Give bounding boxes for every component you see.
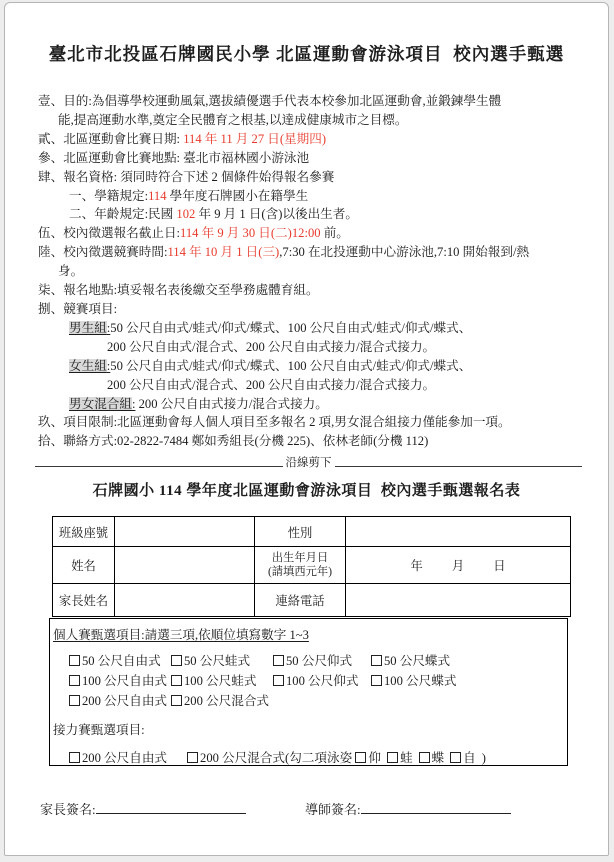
document-title: 臺北市北投區石牌國民小學 北區運動會游泳項目 校內選手甄選 <box>48 44 565 64</box>
checkbox-icon[interactable] <box>419 752 430 763</box>
parent-signature-line[interactable] <box>96 801 246 814</box>
checkbox-item-stroke-back[interactable]: 仰 <box>355 751 381 765</box>
table-row-name-dob <box>53 547 571 584</box>
notice-item-eligibility: 肆、報名資格: 須同時符合下述 2 個條件始得報名參賽 <box>38 169 335 184</box>
registration-form-title: 石牌國小 114 學年度北區運動會游泳項目 校內選手甄選報名表 <box>92 483 521 499</box>
checkbox-icon[interactable] <box>69 655 80 666</box>
notice-item-tryout-time: 陸、校內徵選競賽時間:114 年 10 月 1 日(三),7:30 在北投運動中心游泳池,7:10 開始報到/熱 <box>38 245 530 260</box>
teacher-signature-label: 導師簽名: <box>305 802 361 817</box>
dob-input-cell[interactable]: 年 月 日 <box>346 547 571 584</box>
notice-item-contact: 拾、聯絡方式:02-2822-7484 鄭如秀組長(分機 225)、依林老師(分機 112) <box>38 434 429 449</box>
cut-along-line <box>35 454 582 470</box>
individual-events-heading: 個人賽甄選項目:請選三項,依順位填寫數字 1~3 <box>53 628 309 642</box>
checkbox-icon[interactable] <box>69 675 80 686</box>
checkbox-item-100-back[interactable]: 100 公尺仰式 <box>273 670 371 689</box>
checkbox-item-50-free[interactable]: 50 公尺自由式 <box>69 650 171 669</box>
notice-mixed-group-line: 男女混合組: 200 公尺自由式接力/混合式接力。 <box>69 396 328 411</box>
relay-events-heading: 接力賽甄選項目: <box>53 723 145 737</box>
checkbox-icon[interactable] <box>171 695 182 706</box>
notice-item-deadline: 伍、校內徵選報名截止日:114 年 9 月 30 日(二)12:00 前。 <box>38 226 349 241</box>
parent-signature-label: 家長簽名: <box>40 802 96 817</box>
checkbox-item-stroke-breast[interactable]: 蛙 <box>387 751 413 765</box>
name-label: 姓名 <box>53 547 115 584</box>
checkbox-item-100-fly[interactable]: 100 公尺蝶式 <box>371 670 456 689</box>
notice-item-location: 參、北區運動會比賽地點: 臺北市福林國小游泳池 <box>38 150 310 165</box>
notice-item-enrollment-rule: 一、學籍規定:114 學年度石牌國小在籍學生 <box>69 188 309 203</box>
notice-item-age-rule: 二、年齡規定:民國 102 年 9 月 1 日(含)以後出生者。 <box>69 207 358 222</box>
notice-section <box>5 92 602 451</box>
cut-dash-left <box>35 466 283 467</box>
checkbox-item-200-medley[interactable]: 200 公尺混合式 <box>171 690 269 709</box>
dob-label: 出生年月日 <box>271 552 329 564</box>
checkbox-icon[interactable] <box>171 675 182 686</box>
parent-name-label: 家長姓名 <box>53 584 115 617</box>
deadline-red: 114 年 9 月 30 日(二)12:00 <box>180 226 321 241</box>
teacher-signature-line[interactable] <box>361 801 511 814</box>
checkbox-icon[interactable] <box>371 675 382 686</box>
notice-item-tryout-time-cont: 身。 <box>58 264 84 279</box>
checkbox-icon[interactable] <box>355 752 366 763</box>
notice-boys-group-cont: 200 公尺自由式/混合式、200 公尺自由式接力/混合式接力。 <box>107 339 436 354</box>
dob-note: (請填西元年) <box>267 566 332 578</box>
competition-date-red: 114 年 11 月 27 日(星期四) <box>183 131 327 146</box>
individual-row-100m <box>69 670 567 690</box>
parent-name-input-cell[interactable] <box>115 584 255 617</box>
dob-label-cell <box>255 547 346 584</box>
checkbox-icon[interactable] <box>273 655 284 666</box>
notice-item-limits: 玖、項目限制:北區運動會每人個人項目至多報名 2 項,男女混合組接力僅能參加一項。 <box>38 415 511 430</box>
tryout-date-red: 114 年 10 月 1 日(三) <box>167 245 280 260</box>
checkbox-icon[interactable] <box>69 752 80 763</box>
notice-boys-group-line: 男生組:50 公尺自由式/蛙式/仰式/蝶式、100 公尺自由式/蛙式/仰式/蝶式、 <box>69 320 472 335</box>
phone-label: 連絡電話 <box>255 584 346 617</box>
gender-label: 性別 <box>255 517 346 547</box>
individual-row-200m <box>69 690 567 710</box>
checkbox-item-stroke-free[interactable]: 自 <box>450 751 476 765</box>
checkbox-item-100-free[interactable]: 100 公尺自由式 <box>69 670 171 689</box>
notice-item-purpose-cont: 能,提高運動水準,奠定全民體育之根基,以達成健康城市之目標。 <box>58 112 408 127</box>
checkbox-icon[interactable] <box>450 752 461 763</box>
checkbox-item-50-back[interactable]: 50 公尺仰式 <box>273 650 371 669</box>
class-seat-label: 班級座號 <box>53 517 115 547</box>
document-page <box>4 2 609 856</box>
notice-item-submit-place: 柒、報名地點:填妥報名表後繳交至學務處體育組。 <box>38 283 319 298</box>
checkbox-item-relay-medley[interactable]: 200 公尺混合式(勾二項泳姿 仰 蛙 蝶 自 ) <box>187 751 486 765</box>
table-row-parent-phone <box>53 584 571 617</box>
checkbox-item-relay-free[interactable]: 200 公尺自由式 <box>69 751 167 765</box>
phone-input-cell[interactable] <box>346 584 571 617</box>
checkbox-item-100-breast[interactable]: 100 公尺蛙式 <box>171 670 273 689</box>
teacher-signature <box>305 799 511 818</box>
checkbox-icon[interactable] <box>171 655 182 666</box>
individual-row-50m <box>69 650 567 670</box>
table-row-class-gender <box>53 517 571 547</box>
checkbox-item-200-free[interactable]: 200 公尺自由式 <box>69 690 171 709</box>
mixed-group-label: 男女混合組 <box>69 396 132 411</box>
notice-girls-group-line: 女生組:50 公尺自由式/蛙式/仰式/蝶式、100 公尺自由式/蛙式/仰式/蝶式、 <box>69 358 472 373</box>
checkbox-icon[interactable] <box>69 695 80 706</box>
event-selection-box <box>49 618 568 766</box>
notice-item-purpose: 壹、目的:為倡導學校運動風氣,選拔績優選手代表本校參加北區運動會,並鍛鍊學生體 <box>38 94 502 108</box>
checkbox-icon[interactable] <box>187 752 198 763</box>
relay-row <box>69 747 567 766</box>
notice-girls-group-cont: 200 公尺自由式/混合式、200 公尺自由式接力/混合式接力。 <box>107 377 436 392</box>
girls-group-label: 女生組 <box>69 358 107 373</box>
checkbox-item-50-breast[interactable]: 50 公尺蛙式 <box>171 650 273 669</box>
parent-signature <box>40 799 246 818</box>
checkbox-icon[interactable] <box>371 655 382 666</box>
checkbox-icon[interactable] <box>273 675 284 686</box>
cut-line-label: 沿線剪下 <box>285 457 332 469</box>
gender-input-cell[interactable] <box>346 517 571 547</box>
notice-item-events-heading: 捌、競賽項目: <box>38 301 118 316</box>
registration-table <box>52 516 571 617</box>
checkbox-icon[interactable] <box>387 752 398 763</box>
checkbox-item-stroke-fly[interactable]: 蝶 <box>419 751 445 765</box>
notice-item-competition-date: 貳、北區運動會比賽日期: 114 年 11 月 27 日(星期四) <box>38 131 327 146</box>
checkbox-item-50-fly[interactable]: 50 公尺蝶式 <box>371 650 450 669</box>
class-seat-input-cell[interactable] <box>115 517 255 547</box>
name-input-cell[interactable] <box>115 547 255 584</box>
boys-group-label: 男生組 <box>69 320 107 335</box>
cut-dash-right <box>335 466 583 467</box>
